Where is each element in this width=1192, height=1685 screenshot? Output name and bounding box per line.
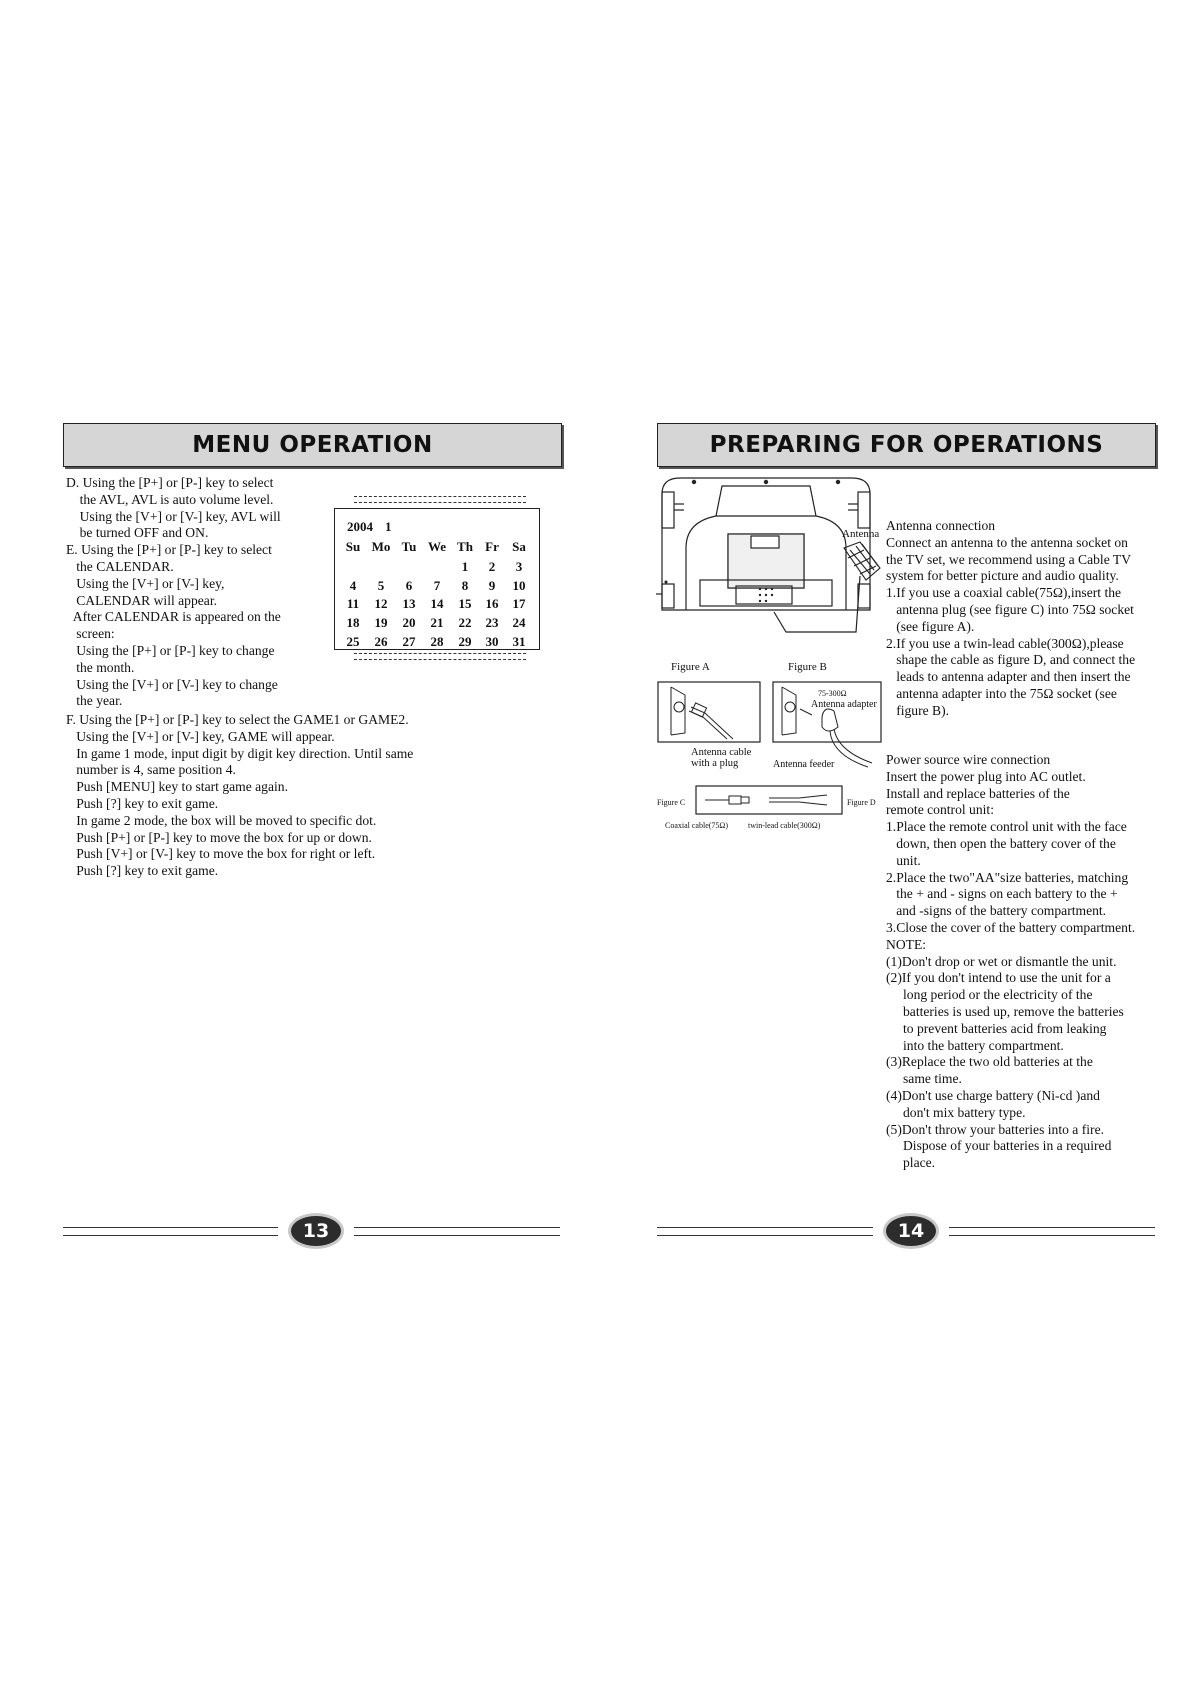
calendar-day: 21 [430, 615, 444, 631]
calendar-day: 20 [402, 615, 416, 631]
calendar-header [335, 519, 539, 537]
calendar-month: 1 [385, 519, 392, 534]
figure-a-illustration [657, 681, 761, 743]
instruction-line: Push [?] key to exit game. [66, 863, 219, 879]
instruction-line: Using the [V+] or [V-] key to change [66, 676, 278, 692]
power-text-line: long period or the electricity of the [886, 987, 1093, 1003]
footer-rule-left-b [354, 1227, 560, 1236]
calendar-day: 25 [346, 633, 360, 649]
calendar-weekday-row [335, 539, 539, 557]
figure-cd-illustration [695, 785, 843, 815]
antenna-text-line: antenna plug (see figure C) into 75Ω socket [886, 601, 1134, 617]
antenna-adapter-illustration [840, 540, 884, 586]
calendar-day: 5 [377, 577, 385, 593]
menu-operation-title-bar [63, 423, 562, 467]
calendar-day: 19 [374, 615, 388, 631]
calendar-day: 1 [461, 559, 469, 574]
calendar-day: 13 [402, 596, 416, 612]
calendar-day: 12 [374, 596, 388, 612]
calendar-day: 28 [430, 633, 444, 649]
power-text-line: (5)Don't throw your batteries into a fire. [886, 1121, 1104, 1137]
instruction-line: number is 4, same position 4. [66, 762, 236, 778]
antenna-text-line: 1.If you use a coaxial cable(75Ω),insert the [886, 585, 1122, 601]
instruction-line: the year. [66, 693, 123, 709]
instruction-line: Using the [P+] or [P-] key to change [66, 642, 275, 658]
calendar-day: 15 [458, 596, 472, 612]
preparing-title-bar [657, 423, 1156, 467]
calendar-dash-top [354, 496, 526, 503]
figure-c-label: Figure C [657, 798, 686, 807]
calendar-day: 11 [346, 596, 360, 612]
antenna-text-line: shape the cable as figure D, and connect the [886, 652, 1136, 668]
figure-a-label: Figure A [671, 661, 710, 673]
instruction-line: Push [P+] or [P-] key to move the box for up or down. [66, 829, 372, 845]
left-instructions-de [66, 475, 281, 710]
instruction-line: F. Using the [P+] or [P-] key to select the GAME1 or GAME2. [66, 712, 409, 727]
calendar-day: 22 [458, 615, 472, 631]
power-text-line: unit. [886, 852, 921, 868]
power-text-line: (3)Replace the two old batteries at the [886, 1054, 1093, 1070]
calendar-day: 18 [346, 615, 360, 631]
calendar-day: 10 [512, 577, 526, 593]
power-text-line: (4)Don't use charge battery (Ni-cd )and [886, 1087, 1100, 1103]
antenna-text-line: system for better picture and audio quality. [886, 568, 1119, 584]
calendar-day: 9 [488, 577, 496, 593]
figure-d-label: Figure D [847, 798, 876, 807]
calendar-day: 3 [515, 559, 523, 574]
calendar-day: 29 [458, 633, 472, 649]
calendar-week-row [335, 559, 539, 577]
power-text-line: Install and replace batteries of the [886, 785, 1070, 801]
calendar-weekday: We [427, 539, 447, 554]
antenna-text-line: 2.If you use a twin-lead cable(300Ω),please [886, 635, 1124, 651]
calendar [334, 508, 540, 650]
calendar-weekday: Tu [401, 539, 417, 554]
calendar-week-row [335, 634, 539, 652]
instruction-line: the CALENDAR. [66, 558, 174, 574]
power-text-line: into the battery compartment. [886, 1037, 1064, 1053]
power-text-line: Dispose of your batteries in a required [886, 1138, 1112, 1154]
power-text-line: Power source wire connection [886, 752, 1051, 767]
instruction-line: Push [V+] or [V-] key to move the box for right or left. [66, 846, 376, 862]
instruction-line: E. Using the [P+] or [P-] key to select [66, 542, 272, 558]
calendar-year: 2004 [347, 519, 373, 534]
instruction-line: In game 1 mode, input digit by digit key direction. Until same [66, 745, 414, 761]
calendar-day: 8 [461, 577, 469, 593]
instruction-line: the AVL, AVL is auto volume level. [66, 491, 274, 507]
coaxial-cable-label: Coaxial cable(75Ω) [665, 821, 729, 830]
calendar-weekday: Fr [485, 539, 499, 554]
antenna-adapter-label: Antenna adapter [811, 699, 877, 710]
antenna-text-line: figure B). [886, 702, 950, 718]
instruction-line: D. Using the [P+] or [P-] key to select [66, 475, 274, 490]
instruction-line: Push [MENU] key to start game again. [66, 779, 288, 795]
calendar-day: 4 [349, 577, 357, 593]
power-text-line: the + and - signs on each battery to the + [886, 886, 1118, 902]
antenna-text-line: the TV set, we recommend using a Cable TV [886, 551, 1132, 567]
calendar-day: 17 [512, 596, 526, 612]
calendar-week-row [335, 578, 539, 596]
antenna-text-line: Connect an antenna to the antenna socket on [886, 534, 1128, 550]
power-text-line: 2.Place the two"AA"size batteries, matching [886, 869, 1129, 885]
power-text-line: and -signs of the battery compartment. [886, 903, 1107, 919]
instruction-line: CALENDAR will appear. [66, 592, 218, 608]
antenna-text-line: leads to antenna adapter and then insert the [886, 669, 1131, 685]
calendar-day: 31 [512, 633, 526, 649]
power-text-line: to prevent batteries acid from leaking [886, 1020, 1107, 1036]
power-text-line: Insert the power plug into AC outlet. [886, 768, 1086, 784]
power-text-line: 1.Place the remote control unit with the face [886, 819, 1127, 835]
instruction-line: the month. [66, 659, 135, 675]
power-text-line: NOTE: [886, 936, 927, 952]
calendar-day: 7 [433, 577, 441, 593]
page-number-left: 13 [302, 1220, 330, 1242]
antenna-label: Antenna [842, 528, 880, 540]
page-number-right: 14 [897, 1220, 925, 1242]
calendar-weekday: Th [457, 539, 473, 554]
instruction-line: screen: [66, 626, 115, 642]
antenna-connection-text [886, 518, 1135, 720]
footer-rule-right-b [949, 1227, 1155, 1236]
instruction-line: Using the [V+] or [V-] key, AVL will [66, 508, 281, 524]
left-instructions-f [66, 712, 413, 880]
page-number-badge-right [886, 1216, 936, 1246]
twin-lead-cable-label: twin-lead cable(300Ω) [748, 821, 821, 830]
calendar-day: 16 [485, 596, 499, 612]
power-text-line: (1)Don't drop or wet or dismantle the unit. [886, 953, 1117, 969]
calendar-week-row [335, 596, 539, 614]
page-number-badge-left [291, 1216, 341, 1246]
calendar-dash-bottom [354, 653, 526, 660]
power-text-line: batteries is used up, remove the batteries [886, 1003, 1124, 1019]
calendar-weekday: Su [345, 539, 361, 554]
antenna-text-line: Antenna connection [886, 518, 996, 533]
antenna-feeder-label: Antenna feeder [773, 759, 835, 770]
figure-b-label: Figure B [788, 661, 827, 673]
power-text-line: place. [886, 1155, 936, 1171]
calendar-weekday: Mo [371, 539, 391, 554]
instruction-line: After CALENDAR is appeared on the [66, 609, 281, 625]
calendar-day: 6 [405, 577, 413, 593]
calendar-day: 2 [488, 559, 496, 574]
ohm-range-label: 75-300Ω [818, 689, 847, 698]
page-title-left: MENU OPERATION [192, 432, 433, 458]
instruction-line: be turned OFF and ON. [66, 525, 209, 541]
calendar-day: 30 [485, 633, 499, 649]
antenna-text-line: (see figure A). [886, 618, 975, 634]
calendar-weekday: Sa [512, 539, 526, 554]
power-connection-text [886, 752, 1135, 1172]
instruction-line: Push [?] key to exit game. [66, 795, 219, 811]
calendar-day: 24 [512, 615, 526, 631]
antenna-cable-label-2: with a plug [691, 758, 739, 769]
calendar-week-row [335, 615, 539, 633]
calendar-day: 23 [485, 615, 499, 631]
power-text-line: 3.Close the cover of the battery compartment. [886, 919, 1136, 935]
page-title-right: PREPARING FOR OPERATIONS [709, 432, 1104, 458]
power-text-line: down, then open the battery cover of the [886, 835, 1116, 851]
footer-rule-right-a [657, 1227, 873, 1236]
calendar-day: 14 [430, 596, 444, 612]
antenna-cable-label-1: Antenna cable [691, 747, 752, 758]
calendar-day: 26 [374, 633, 388, 649]
calendar-day: 27 [402, 633, 416, 649]
instruction-line: Using the [V+] or [V-] key, [66, 575, 225, 591]
power-text-line: (2)If you don't intend to use the unit for a [886, 970, 1111, 986]
instruction-line: Using the [V+] or [V-] key, GAME will appear. [66, 728, 335, 744]
power-text-line: remote control unit: [886, 802, 994, 818]
instruction-line: In game 2 mode, the box will be moved to specific dot. [66, 812, 377, 828]
power-text-line: don't mix battery type. [886, 1104, 1026, 1120]
footer-rule-left-a [63, 1227, 278, 1236]
antenna-text-line: antenna adapter into the 75Ω socket (see [886, 685, 1117, 701]
power-text-line: same time. [886, 1071, 962, 1087]
